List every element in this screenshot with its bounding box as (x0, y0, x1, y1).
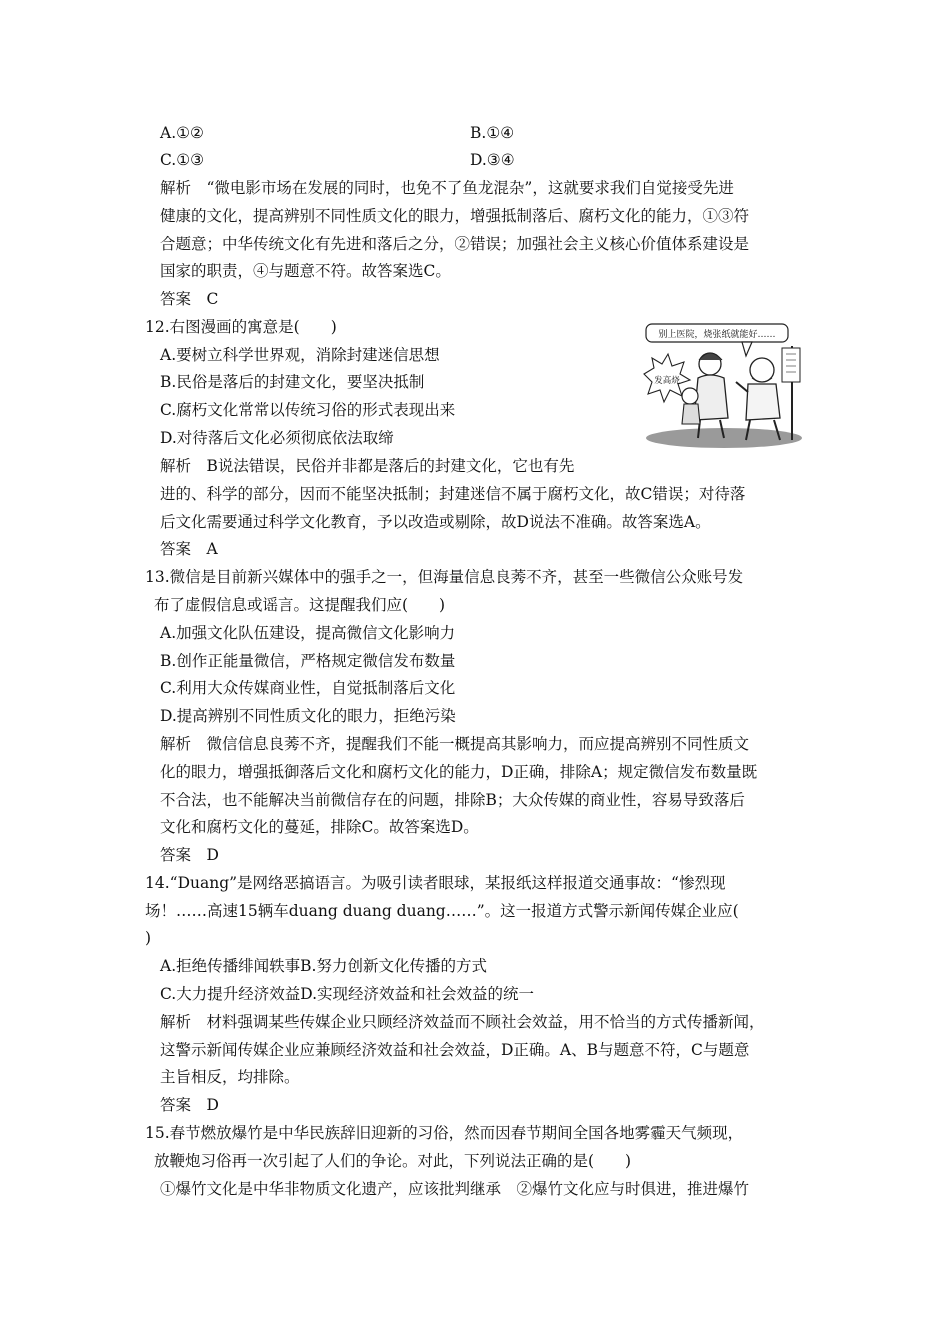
q11-option-d: D.③④ (470, 151, 515, 169)
q13-stem-line: 布了虚假信息或谣言。这提醒我们应( ) (154, 596, 446, 614)
q12-stem: 12.右图漫画的寓意是( ) (145, 318, 337, 336)
q13-option-a: A.加强文化队伍建设，提高微信文化影响力 (160, 624, 456, 642)
q13-stem-line: 13.微信是目前新兴媒体中的强手之一，但海量信息良莠不齐，甚至一些微信公众账号发 (145, 568, 744, 586)
speech-bubble-text: 别上医院，烧张纸就能好…… (658, 330, 776, 340)
q12-option-b: B.民俗是落后的封建文化，要坚决抵制 (160, 373, 425, 391)
q11-analysis-line: 合题意；中华传统文化有先进和落后之分，②错误；加强社会主义核心价值体系建设是 (160, 235, 750, 253)
q13-option-b: B.创作正能量微信，严格规定微信发布数量 (160, 652, 456, 670)
q14-option-line: C.大力提升经济效益D.实现经济效益和社会效益的统一 (160, 985, 535, 1003)
q11-option-c: C.①③ (160, 151, 205, 169)
q14-stem-line: 14.“Duang”是网络恶搞语言。为吸引读者眼球，某报纸这样报道交通事故：“惨烈现 (145, 874, 726, 892)
q12-option-d: D.对待落后文化必须彻底依法取缔 (160, 429, 394, 447)
child-body (682, 404, 700, 424)
q13-analysis-line: 文化和腐朽文化的蔓延，排除C。故答案选D。 (160, 818, 479, 836)
mother-hair (699, 353, 722, 360)
q11-analysis-line: 健康的文化，提高辨别不同性质文化的眼力，增强抵制落后、腐朽文化的能力，①③符 (160, 207, 750, 225)
q13-analysis-line: 不合法，也不能解决当前微信存在的问题，排除B；大众传媒的商业性，容易导致落后 (160, 791, 745, 809)
child-head (682, 388, 698, 404)
q14-stem-line: ) (145, 929, 152, 947)
q13-analysis-line: 解析 微信信息良莠不齐，提醒我们不能一概提高其影响力，而应提高辨别不同性质文 (160, 735, 750, 753)
q11-option-a: A.①② (160, 124, 204, 142)
q14-analysis-line: 解析 材料强调某些传媒企业只顾经济效益而不顾社会效益，用不恰当的方式传播新闻， (160, 1013, 765, 1031)
q11-analysis-line: 解析 “微电影市场在发展的同时，也免不了鱼龙混杂”，这就要求我们自觉接受先进 (160, 179, 734, 197)
q15-stem-line: ①爆竹文化是中华非物质文化遗产，应该批判继承 ②爆竹文化应与时俱进，推进爆竹 (160, 1180, 750, 1198)
q13-option-c: C.利用大众传媒商业性，自觉抵制落后文化 (160, 679, 456, 697)
q15-stem-line: 放鞭炮习俗再一次引起了人们的争论。对此，下列说法正确的是( ) (154, 1152, 632, 1170)
q12-option-c: C.腐朽文化常常以传统习俗的形式表现出来 (160, 401, 456, 419)
q14-option-line: A.拒绝传播绯闻轶事B.努力创新文化传播的方式 (160, 957, 487, 975)
q11-answer: 答案 C (160, 290, 219, 308)
q11-option-b: B.①④ (470, 124, 515, 142)
paper-charm (782, 348, 800, 382)
old-man-head (750, 358, 774, 382)
q14-stem-line: 场！……高速15辆车duang duang duang……”。这一报道方式警示新闻传媒企业应( (145, 902, 739, 920)
fever-tag-text: 发高烧 (654, 376, 680, 386)
q13-answer: 答案 D (160, 846, 219, 864)
q15-stem-line: 15.春节燃放爆竹是中华民族辞旧迎新的习俗，然而因春节期间全国各地雾霾天气频现， (145, 1124, 744, 1142)
old-man-arm (736, 382, 748, 392)
old-man-body (746, 384, 780, 420)
q13-analysis-line: 化的眼力，增强抵御落后文化和腐朽文化的能力，D正确，排除A；规定微信发布数量既 (160, 763, 758, 781)
comic-illustration (642, 322, 804, 450)
q12-option-a: A.要树立科学世界观，消除封建迷信思想 (160, 346, 440, 364)
q13-option-d: D.提高辨别不同性质文化的眼力，拒绝污染 (160, 707, 456, 725)
q11-analysis-line: 国家的职责，④与题意不符。故答案选C。 (160, 262, 451, 280)
speech-bubble-tail (742, 342, 752, 356)
q12-analysis-line: 进的、科学的部分，因而不能坚决抵制；封建迷信不属于腐朽文化，故C错误；对待落 (160, 485, 746, 503)
q14-analysis-line: 主旨相反，均排除。 (160, 1068, 300, 1086)
q14-analysis-line: 这警示新闻传媒企业应兼顾经济效益和社会效益，D正确。A、B与题意不符，C与题意 (160, 1041, 750, 1059)
q14-answer: 答案 D (160, 1096, 219, 1114)
q12-answer: 答案 A (160, 540, 218, 558)
q12-analysis-line: 解析 B说法错误，民俗并非都是落后的封建文化，它也有先 (160, 457, 575, 475)
q12-analysis-line: 后文化需要通过科学文化教育，予以改造或剔除，故D说法不准确。故答案选A。 (160, 513, 711, 531)
